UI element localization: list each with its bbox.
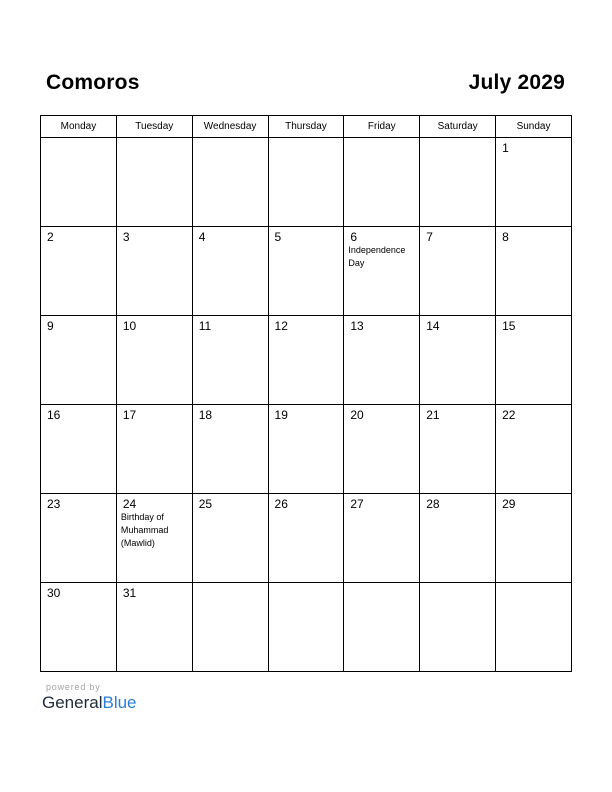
week-row [41,316,572,405]
day-number: 10 [122,319,137,333]
day-cell [344,583,420,672]
day-cell [268,494,344,583]
week-row [41,583,572,672]
day-number: 23 [47,497,61,511]
day-cell [116,494,192,583]
day-cell [420,405,496,494]
day-cell [420,138,496,227]
day-cell [41,583,117,672]
day-cell [496,583,572,672]
day-number: 15 [502,319,516,333]
day-cell [192,494,268,583]
day-number: 19 [274,408,288,422]
day-number: 8 [502,230,509,244]
weekday-header: Sunday [496,116,572,138]
day-cell [116,138,192,227]
day-cell [192,405,268,494]
day-number: 3 [122,230,130,244]
week-row [41,405,572,494]
day-cell [41,138,117,227]
day-cell [496,316,572,405]
day-number: 9 [47,319,54,333]
day-number [269,138,344,155]
day-cell [116,583,192,672]
day-cell [192,583,268,672]
week-row [41,494,572,583]
day-cell [496,405,572,494]
day-number [41,138,116,155]
day-number: 6 [350,230,358,244]
calendar-body [41,138,572,672]
day-number: 25 [198,497,213,511]
generalblue-logo [42,693,137,713]
day-number: 13 [350,319,364,333]
day-cell [41,227,117,316]
day-number: 30 [47,586,61,600]
brand-general-text: General [42,693,103,712]
day-number: 24 [122,497,137,511]
day-cell [268,227,344,316]
day-cell [41,405,117,494]
day-cell [344,316,420,405]
day-number: 21 [426,408,440,422]
day-number: 16 [47,408,61,422]
day-number: 17 [122,408,137,422]
day-number [193,138,268,155]
day-number: 28 [426,497,440,511]
day-cell [268,405,344,494]
day-number: 12 [274,319,288,333]
day-cell [268,138,344,227]
day-cell [496,227,572,316]
day-number: 5 [274,230,282,244]
weekday-header: Monday [41,116,117,138]
day-number [344,583,419,600]
country-title: Comoros [46,71,140,94]
day-number: 14 [426,319,440,333]
day-number: 27 [350,497,364,511]
day-number: 7 [426,230,433,244]
day-number [344,138,419,155]
day-number: 18 [198,408,213,422]
day-cell [496,494,572,583]
week-row [41,138,572,227]
day-cell [420,494,496,583]
day-cell [116,227,192,316]
weekday-header: Thursday [268,116,344,138]
day-cell [192,227,268,316]
day-number: 1 [502,141,509,155]
day-number: 22 [502,408,516,422]
weekday-header: Tuesday [116,116,192,138]
day-number: 11 [198,319,212,333]
month-year-title: July 2029 [468,71,565,94]
weekday-header: Wednesday [192,116,268,138]
day-number [269,583,344,600]
day-number: 29 [502,497,516,511]
brand-blue-text: Blue [102,693,137,712]
day-number: 2 [47,230,54,244]
day-number [420,138,495,155]
day-number [420,583,495,600]
holiday-label: Birthday of Muhammad (Mawlid) [120,512,169,548]
day-cell [420,227,496,316]
day-number: 26 [274,497,288,511]
day-number [496,583,571,600]
day-cell [496,138,572,227]
day-cell [344,494,420,583]
day-cell [41,316,117,405]
day-cell [344,227,420,316]
day-cell [116,316,192,405]
day-cell [41,494,117,583]
powered-by-label: powered by [46,682,101,692]
day-cell [192,138,268,227]
day-cell [344,138,420,227]
day-cell [268,316,344,405]
day-number [117,138,192,155]
weekday-header-row [41,116,572,138]
weekday-header: Saturday [420,116,496,138]
calendar-grid [40,115,572,672]
weekday-header: Friday [344,116,420,138]
day-cell [268,583,344,672]
day-number: 4 [198,230,206,244]
day-number: 31 [122,586,137,600]
day-cell [420,316,496,405]
day-cell [116,405,192,494]
day-number: 20 [350,408,364,422]
day-cell [344,405,420,494]
day-number [193,583,268,600]
day-cell [420,583,496,672]
day-cell [192,316,268,405]
week-row [41,227,572,316]
holiday-label: Independence Day [348,245,406,268]
